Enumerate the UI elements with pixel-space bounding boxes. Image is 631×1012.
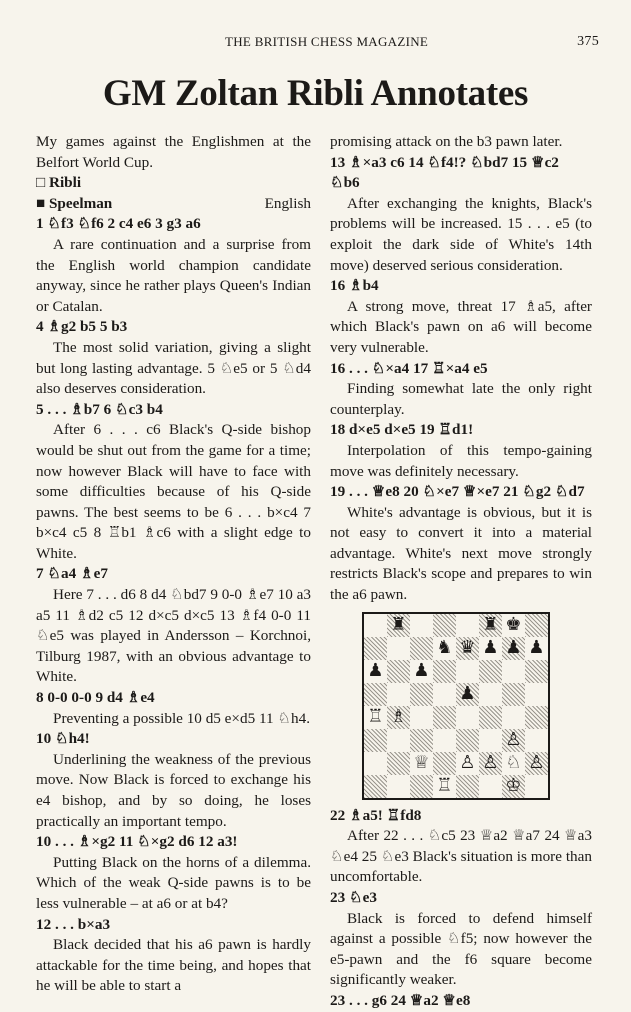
board-square: [410, 683, 433, 706]
board-square: [502, 752, 525, 775]
board-square: [525, 614, 548, 637]
annotation-paragraph: Underlining the weakness of the previous move. Now Black is forced to exchange his e4 bishop, and by so doing, he loses practically an important tempo.: [36, 750, 311, 830]
chess-piece: ♗: [390, 706, 407, 728]
move-line: 18 d×e5 d×e5 19 ♖d1!: [330, 421, 474, 439]
move-line: 7 ♘a4 ♗e7: [36, 565, 108, 583]
board-square: [479, 729, 502, 752]
board-square: [410, 775, 433, 798]
move-line: 5 . . . ♗b7 6 ♘c3 b4: [36, 400, 163, 418]
board-square: [433, 637, 456, 660]
board-square: [456, 706, 479, 729]
board-square: [456, 660, 479, 683]
board-square: [387, 614, 410, 637]
board-square: [502, 660, 525, 683]
board-square: [525, 775, 548, 798]
chess-piece: ♜: [482, 614, 499, 636]
chess-piece: ♟: [459, 683, 476, 705]
board-square: [433, 729, 456, 752]
right-column-top: [330, 132, 592, 606]
move-line: 8 0-0 0-0 9 d4 ♗e4: [36, 689, 155, 707]
move-line: 23 ♘e3: [330, 889, 377, 907]
board-square: [525, 706, 548, 729]
board-square: [502, 706, 525, 729]
board-square: [364, 637, 387, 660]
board-square: [433, 614, 456, 637]
annotation-paragraph: The most solid variation, giving a slight but long lasting advantage. 5 ♘e5 or 5 ♘d4 also deserves consideration.: [36, 338, 311, 398]
magazine-name: THE BRITISH CHESS MAGAZINE: [225, 34, 429, 49]
chess-piece: ♙: [528, 752, 545, 774]
board-square: [479, 660, 502, 683]
chess-piece: ♚: [505, 614, 522, 636]
left-column: [36, 132, 311, 997]
running-header: [0, 34, 631, 54]
board-square: [502, 614, 525, 637]
chess-piece: ♞: [436, 637, 453, 659]
player-name: ■ Speelman: [36, 194, 113, 212]
board-square: [433, 775, 456, 798]
page-number: 375: [577, 34, 599, 49]
move-line: 10 . . . ♗×g2 11 ♘×g2 d6 12 a3!: [36, 833, 238, 851]
board-square: [479, 637, 502, 660]
board-square: [364, 775, 387, 798]
chess-piece: ♘: [505, 752, 522, 774]
board-square: [479, 683, 502, 706]
right-column: [330, 132, 592, 1012]
annotation-paragraph: Here 7 . . . d6 8 d4 ♘bd7 9 0-0 ♗e7 10 a3 a5 11 ♗d2 c5 12 d×c5 d×c5 13 ♗f4 0-0 11 ♘e5 was played in Andersson – Korchnoi, Tilburg 1987, with an obvious advantage to White.: [36, 586, 311, 686]
board-square: [387, 660, 410, 683]
chess-piece: ♜: [390, 614, 407, 636]
annotation-paragraph: After 6 . . . c6 Black's Q-side bishop would be shut out from the game for a time; now however Black will have to face with some difficulties because of his Q-side pawns. The best seems to be 6 . . . b×c4 7 b×c4 c5 8 ♖b1 ♗c6 with a slight edge to White.: [36, 421, 311, 562]
board-square: [456, 775, 479, 798]
board-square: [525, 683, 548, 706]
move-line: 19 . . . ♕e8 20 ♘×e7 ♕×e7 21 ♘g2 ♘d7: [330, 483, 585, 501]
board-square: [387, 729, 410, 752]
board-square: [525, 752, 548, 775]
move-line: 1 ♘f3 ♘f6 2 c4 e6 3 g3 a6: [36, 215, 201, 233]
board-square: [433, 683, 456, 706]
annotation-paragraph: A rare continuation and a surprise from the English world champion candidate anyway, since he rather plays Queen's Indian or Catalan.: [36, 235, 311, 315]
player-line: [36, 194, 311, 215]
annotation-paragraph: After exchanging the knights, Black's problems will be increased. 15 . . . e5 (to exploit the dark side of White's 14th move) deserved serious consideration.: [330, 194, 592, 274]
move-line: 13 ♗×a3 c6 14 ♘f4!? ♘bd7 15 ♕c2 ♘b6: [330, 153, 559, 192]
board-square: [502, 637, 525, 660]
annotation-paragraph: promising attack on the b3 pawn later.: [330, 133, 563, 150]
board-square: [525, 729, 548, 752]
chess-diagram: [362, 612, 550, 800]
board-square: [456, 683, 479, 706]
move-line: 4 ♗g2 b5 5 b3: [36, 318, 128, 336]
board-square: [456, 729, 479, 752]
board-square: [479, 775, 502, 798]
board-square: [364, 752, 387, 775]
board-square: [525, 637, 548, 660]
annotation-paragraph: After 22 . . . ♘c5 23 ♕a2 ♕a7 24 ♕a3 ♘e4 25 ♘e3 Black's situation is more than uncomfortable.: [330, 827, 592, 886]
chess-piece: ♟: [413, 660, 430, 682]
chess-piece: ♖: [367, 706, 384, 728]
move-line: □ Ribli: [36, 174, 82, 192]
chess-piece: ♕: [413, 752, 430, 774]
annotation-paragraph: Preventing a possible 10 d5 e×d5 11 ♘h4.: [53, 709, 310, 727]
annotation-paragraph: Putting Black on the horns of a dilemma. Which of the weak Q-side pawns is to be less vulnerable – at a6 or at b4?: [36, 853, 311, 912]
chess-piece: ♔: [505, 775, 522, 797]
right-column-bottom: [330, 806, 592, 1012]
move-line: 12 . . . b×a3: [36, 915, 111, 933]
move-line: 23 . . . g6 24 ♕a2 ♕e8: [330, 992, 471, 1009]
annotation-paragraph: A strong move, threat 17 ♗a5, after which Black's pawn on a6 will become very vulnerable.: [330, 297, 592, 356]
board-square: [525, 660, 548, 683]
board-square: [433, 660, 456, 683]
board-square: [479, 706, 502, 729]
move-line: 16 . . . ♘×a4 17 ♖×a4 e5: [330, 359, 488, 377]
board-square: [502, 683, 525, 706]
annotation-paragraph: Black decided that his a6 pawn is hardly attackable for the time being, and hopes that he will be able to start a: [36, 936, 311, 995]
board-square: [502, 729, 525, 752]
annotation-paragraph: White's advantage is obvious, but it is not easy to convert it into a material advantage. White's next move strongly restricts Black's scope and prepares to win the a6 pawn.: [330, 503, 592, 604]
board-square: [364, 683, 387, 706]
move-line: 16 ♗b4: [330, 277, 379, 295]
board-square: [410, 614, 433, 637]
article-title: GM Zoltan Ribli Annotates: [102, 73, 529, 114]
annotation-paragraph: Finding somewhat late the only right counterplay.: [330, 380, 592, 418]
board-square: [387, 637, 410, 660]
board-square: [387, 752, 410, 775]
board-square: [387, 706, 410, 729]
board-square: [410, 729, 433, 752]
board-square: [433, 752, 456, 775]
annotation-paragraph: Interpolation of this tempo-gaining move was definitely necessary.: [330, 441, 592, 480]
annotation-paragraph: Black is forced to defend himself against a possible ♘f5; now however the e5-pawn and the f6 square become significantly weaker.: [330, 909, 592, 989]
chess-piece: ♟: [482, 637, 499, 659]
board-square: [410, 637, 433, 660]
chess-piece: ♖: [436, 775, 453, 797]
board-square: [502, 775, 525, 798]
board-square: [364, 660, 387, 683]
board-square: [410, 660, 433, 683]
chess-piece: ♟: [528, 637, 545, 659]
board-square: [387, 683, 410, 706]
chess-piece: ♟: [505, 637, 522, 659]
chess-piece: ♛: [459, 637, 476, 659]
board-square: [364, 729, 387, 752]
chess-piece: ♟: [367, 660, 384, 682]
chess-piece: ♙: [505, 729, 522, 751]
chess-piece: ♙: [482, 752, 499, 774]
board-square: [456, 614, 479, 637]
chess-piece: ♙: [459, 752, 476, 774]
opening-name: English: [264, 194, 311, 212]
board-square: [433, 706, 456, 729]
annotation-paragraph: My games against the Englishmen at the Belfort World Cup.: [36, 133, 311, 171]
board-square: [479, 614, 502, 637]
move-line: 10 ♘h4!: [36, 730, 90, 748]
board-square: [456, 637, 479, 660]
board-square: [479, 752, 502, 775]
board-square: [456, 752, 479, 775]
board-square: [364, 706, 387, 729]
board-square: [364, 614, 387, 637]
move-line: 22 ♗a5! ♖fd8: [330, 806, 422, 824]
board-square: [410, 706, 433, 729]
board-square: [410, 752, 433, 775]
board-square: [387, 775, 410, 798]
